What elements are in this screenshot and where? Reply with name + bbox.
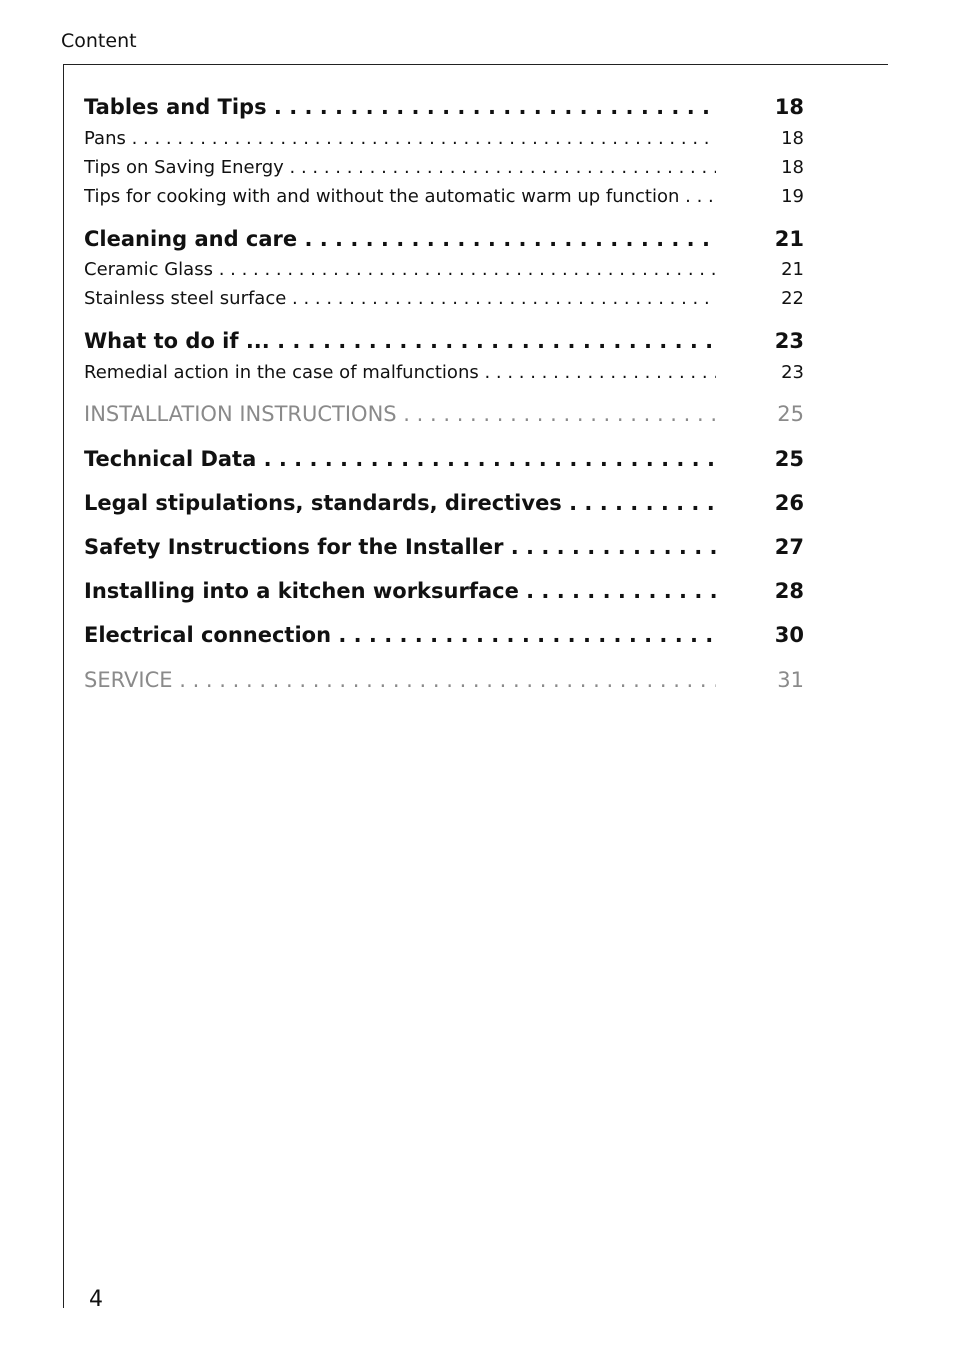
header-rule — [63, 64, 888, 65]
toc-entry-page: 21 — [781, 259, 804, 280]
toc-entry-page: 30 — [774, 623, 804, 647]
page-number: 4 — [89, 1287, 103, 1312]
toc-entry-page: 22 — [781, 288, 804, 309]
toc-entry-installing-worksurface[interactable] — [84, 579, 806, 609]
toc-entry-title: INSTALLATION INSTRUCTIONS . . . — [84, 402, 716, 426]
page-header-label: Content — [61, 30, 137, 52]
toc-entry-title: Tips for cooking with and without the automatic warm up function . . . — [84, 186, 716, 207]
toc-entry-remedial-action[interactable] — [84, 362, 806, 392]
toc-entry-title: SERVICE . . . — [84, 668, 716, 692]
toc-entry-page: 23 — [774, 329, 804, 353]
toc-entry-page: 18 — [774, 95, 804, 119]
toc-entry-technical-data[interactable] — [84, 447, 806, 477]
toc-entry-safety-instructions[interactable] — [84, 535, 806, 565]
toc-entry-page: 25 — [774, 447, 804, 471]
toc-entry-tables-and-tips[interactable] — [84, 95, 806, 125]
toc-entry-legal-stipulations[interactable] — [84, 491, 806, 521]
toc-entry-title: Ceramic Glass . . . — [84, 259, 716, 280]
toc-entry-tips-for-cooking[interactable] — [84, 186, 806, 216]
toc-entry-what-to-do-if[interactable] — [84, 329, 806, 359]
toc-entry-title: What to do if ... . . . — [84, 329, 716, 353]
toc-entry-ceramic-glass[interactable] — [84, 259, 806, 289]
left-margin-rule — [63, 64, 64, 1308]
toc-entry-pans[interactable] — [84, 128, 806, 158]
toc-entry-page: 25 — [777, 402, 804, 426]
toc-entry-page: 23 — [781, 362, 804, 383]
toc-entry-service[interactable] — [84, 668, 806, 698]
toc-entry-page: 31 — [777, 668, 804, 692]
toc-entry-title: Tips on Saving Energy . . . — [84, 157, 716, 178]
toc-entry-title: Tables and Tips . . . — [84, 95, 716, 119]
toc-entry-title: Legal stipulations, standards, directives . . . — [84, 491, 716, 515]
toc-entry-page: 21 — [774, 227, 804, 251]
toc-entry-page: 26 — [774, 491, 804, 515]
toc-entry-stainless-steel-surface[interactable] — [84, 288, 806, 318]
toc-entry-page: 27 — [774, 535, 804, 559]
toc-entry-tips-on-saving-energy[interactable] — [84, 157, 806, 187]
toc-entry-page: 18 — [781, 128, 804, 149]
toc-entry-title: Cleaning and care . . . — [84, 227, 716, 251]
toc-entry-cleaning-and-care[interactable] — [84, 227, 806, 257]
toc-entry-title: Pans . . . — [84, 128, 716, 149]
toc-entry-title: Remedial action in the case of malfunctions . . . — [84, 362, 716, 383]
toc-entry-title: Technical Data . . . — [84, 447, 716, 471]
toc-entry-title: Installing into a kitchen worksurface . . . — [84, 579, 716, 603]
toc-entry-title: Stainless steel surface . . . — [84, 288, 716, 309]
toc-entry-installation-instructions[interactable] — [84, 402, 806, 432]
toc-entry-page: 28 — [774, 579, 804, 603]
toc-entry-page: 18 — [781, 157, 804, 178]
toc-entry-electrical-connection[interactable] — [84, 623, 806, 653]
toc-entry-page: 19 — [781, 186, 804, 207]
toc-entry-title: Safety Instructions for the Installer . . . — [84, 535, 716, 559]
toc-entry-title: Electrical connection . . . — [84, 623, 716, 647]
